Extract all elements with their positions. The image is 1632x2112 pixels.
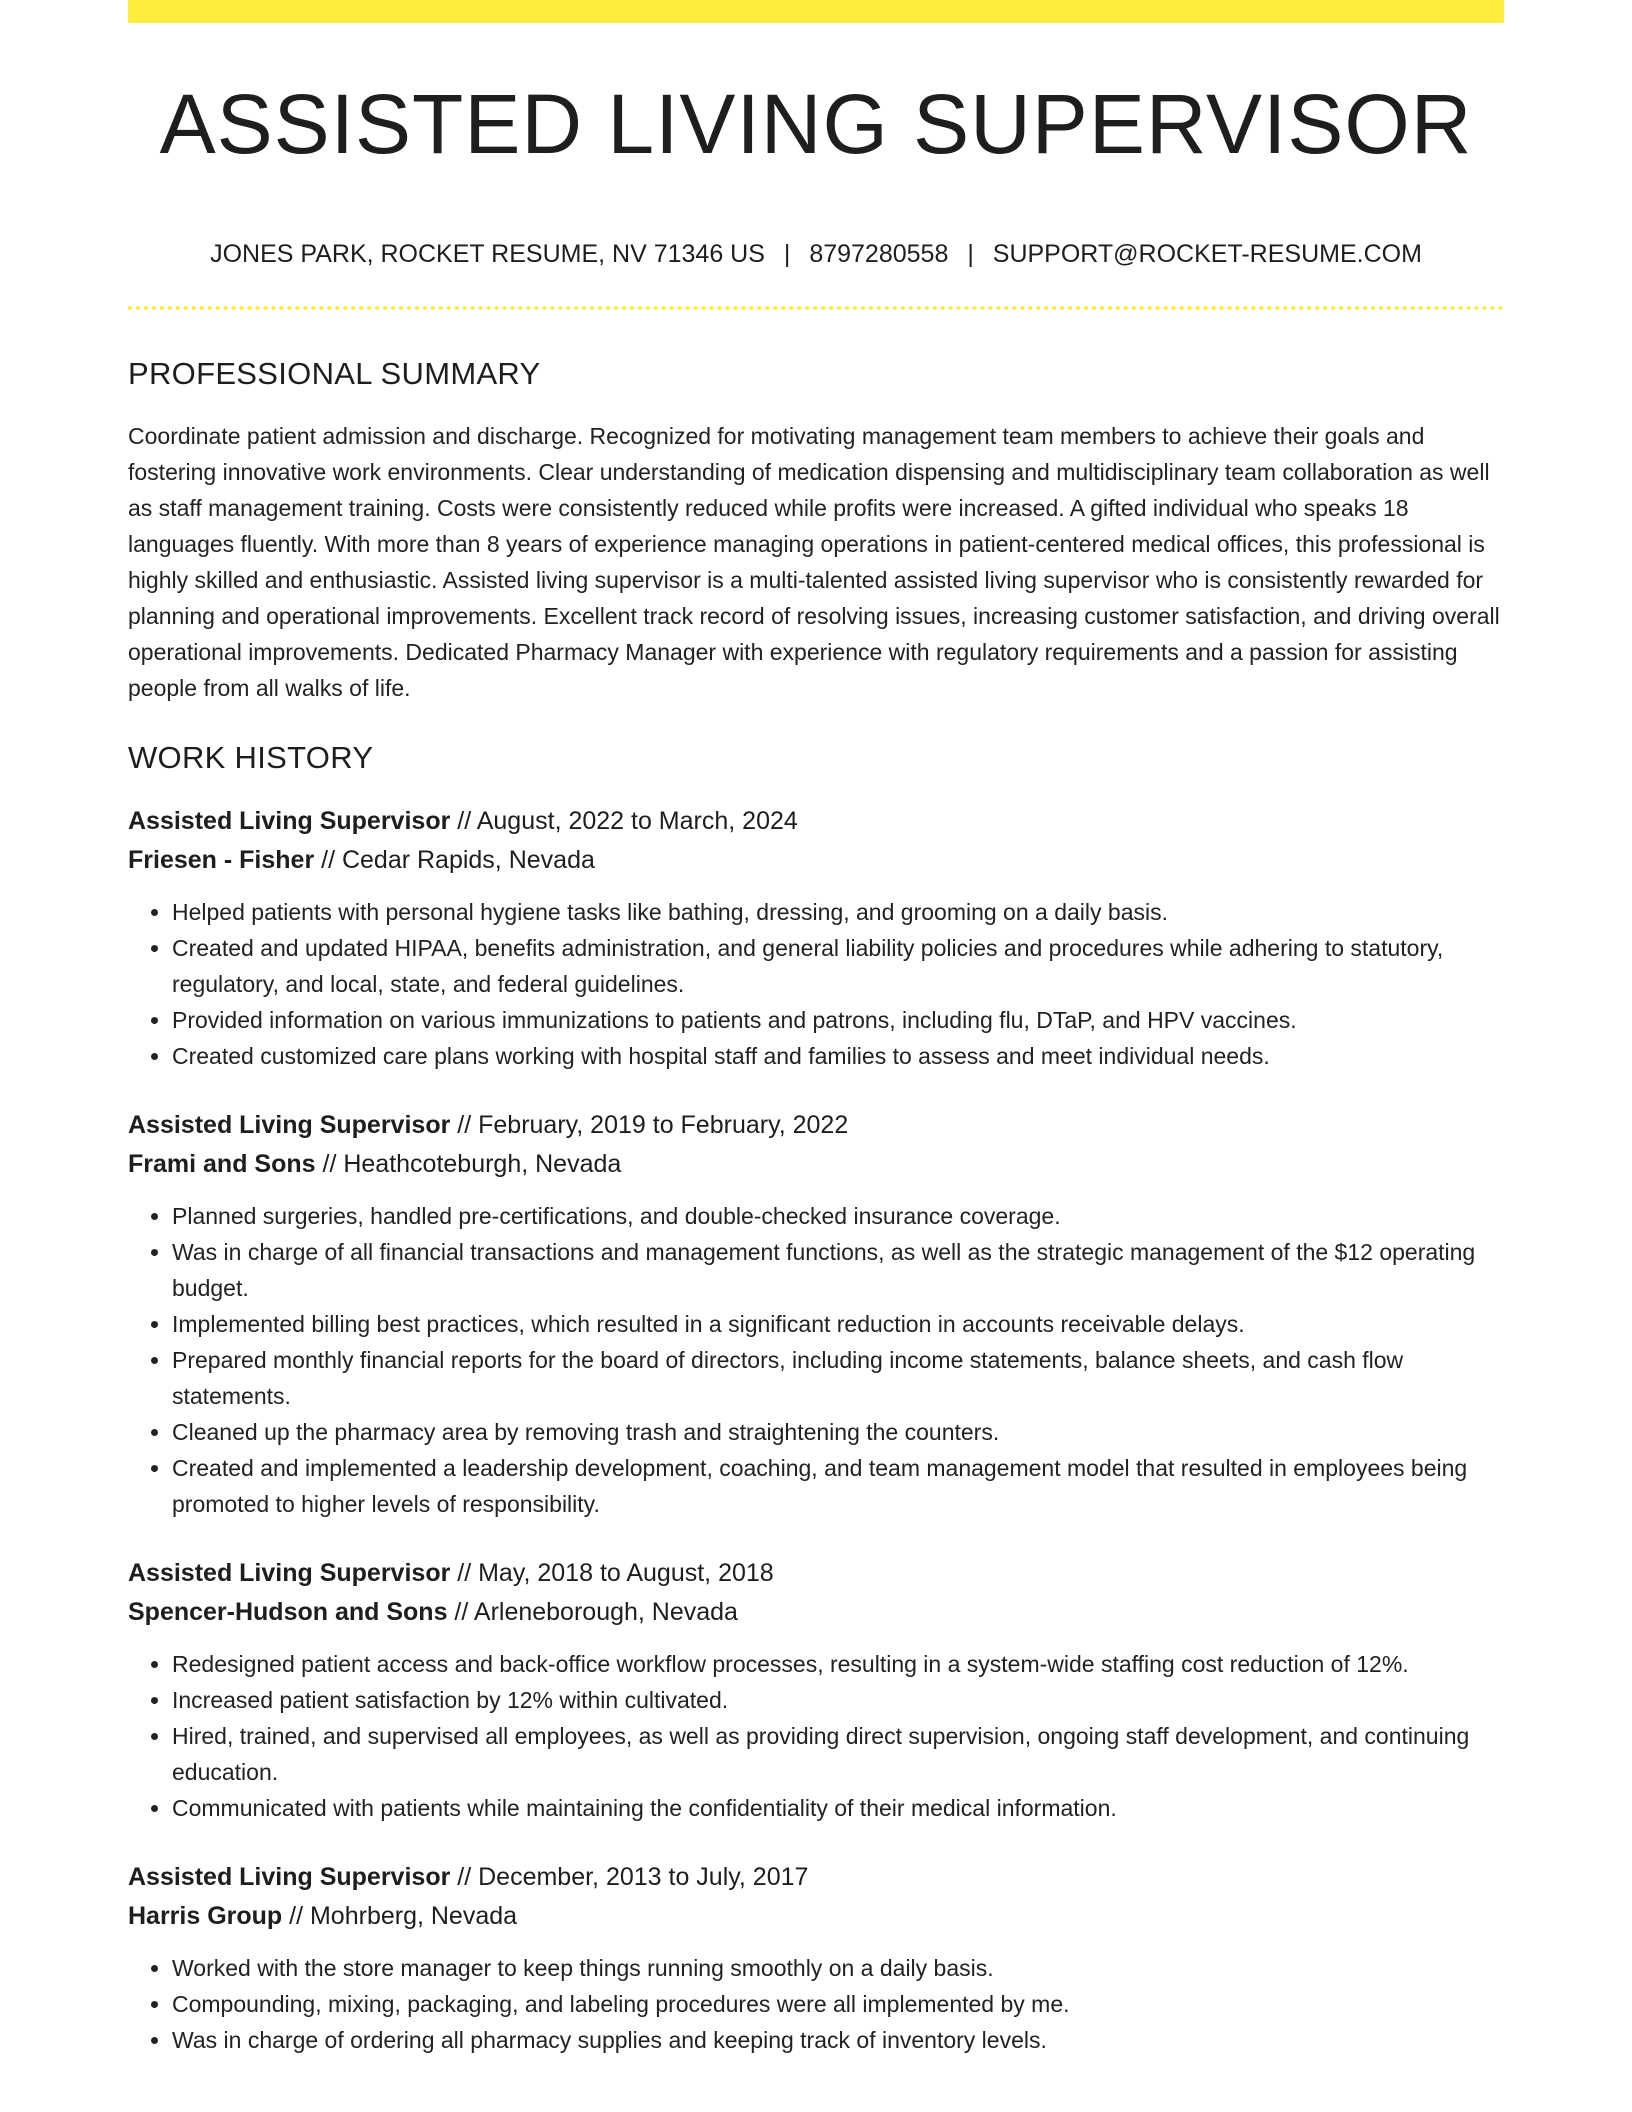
- job-role: Assisted Living Supervisor: [128, 1111, 451, 1139]
- job-duty-item: • Communicated with patients while maintaining the confidentiality of their medical information.: [172, 1790, 1504, 1826]
- job-duty-item: • Redesigned patient access and back-office workflow processes, resulting in a system-wide staffing cost reduction of 12%.: [172, 1646, 1504, 1682]
- job-duty-item: • Hired, trained, and supervised all employees, as well as providing direct supervision, ongoing staff development, and continuing education.: [172, 1718, 1504, 1790]
- job-duty-item: • Created customized care plans working with hospital staff and families to assess and meet individual needs.: [172, 1038, 1504, 1074]
- job-entry: [128, 1554, 1504, 1826]
- job-entry: [128, 802, 1504, 1074]
- job-dates: // August, 2022 to March, 2024: [450, 807, 798, 835]
- header-divider: [128, 306, 1504, 310]
- job-duty-item: • Compounding, mixing, packaging, and labeling procedures were all implemented by me.: [172, 1986, 1504, 2022]
- job-duties-list: [128, 1198, 1504, 1522]
- job-duty-item: • Was in charge of ordering all pharmacy supplies and keeping track of inventory levels.: [172, 2022, 1504, 2058]
- job-company: Frami and Sons: [128, 1150, 316, 1178]
- job-duty-item: • Created and implemented a leadership development, coaching, and team management model that resulted in employees being promoted to higher levels of responsibility.: [172, 1450, 1504, 1522]
- contact-separator: |: [967, 240, 974, 268]
- job-duty-item: • Helped patients with personal hygiene tasks like bathing, dressing, and grooming on a daily basis.: [172, 894, 1504, 930]
- job-duties-list: [128, 1646, 1504, 1826]
- job-duty-item: • Prepared monthly financial reports for the board of directors, including income statements, balance sheets, and cash flow statements.: [172, 1342, 1504, 1414]
- job-duty-item: • Provided information on various immunizations to patients and patrons, including flu, DTaP, and HPV vaccines.: [172, 1002, 1504, 1038]
- job-location: // Cedar Rapids, Nevada: [314, 846, 595, 874]
- job-company: Harris Group: [128, 1902, 283, 1930]
- job-duty-item: • Increased patient satisfaction by 12% within cultivated.: [172, 1682, 1504, 1718]
- job-company: Friesen - Fisher: [128, 846, 315, 874]
- job-duty-item: • Cleaned up the pharmacy area by removing trash and straightening the counters.: [172, 1414, 1504, 1450]
- job-duty-item: • Created and updated HIPAA, benefits administration, and general liability policies and procedures while adhering to statutory, regulatory, and local, state, and federal guidelines.: [172, 930, 1504, 1002]
- job-duties-list: [128, 1950, 1504, 2058]
- resume-body: [128, 352, 1504, 2090]
- summary-heading: PROFESSIONAL SUMMARY: [128, 356, 541, 391]
- job-duty-item: • Was in charge of all financial transactions and management functions, as well as the strategic management of the $12 operating budget.: [172, 1234, 1504, 1306]
- job-company-line: [128, 1145, 1504, 1184]
- contact-email[interactable]: SUPPORT@ROCKET-RESUME.COM: [992, 240, 1422, 268]
- job-company-line: [128, 1897, 1504, 1936]
- job-company: Spencer-Hudson and Sons: [128, 1598, 448, 1626]
- job-duty-item: • Implemented billing best practices, which resulted in a significant reduction in accounts receivable delays.: [172, 1306, 1504, 1342]
- job-title-line: [128, 802, 1504, 841]
- job-role: Assisted Living Supervisor: [128, 1863, 451, 1891]
- job-company-line: [128, 1593, 1504, 1632]
- contact-address: JONES PARK, ROCKET RESUME, NV 71346 US: [210, 240, 765, 268]
- job-duty-item: • Planned surgeries, handled pre-certifications, and double-checked insurance coverage.: [172, 1198, 1504, 1234]
- resume-title: ASSISTED LIVING SUPERVISOR: [159, 77, 1473, 171]
- job-dates: // February, 2019 to February, 2022: [450, 1111, 849, 1139]
- job-location: // Heathcoteburgh, Nevada: [315, 1150, 622, 1178]
- contact-line: [128, 236, 1504, 272]
- summary-text: Coordinate patient admission and discharge. Recognized for motivating management team members to achieve their goals and fostering innovative work environments. Clear understanding of medication dispensing and multidisciplinary team collaboration as well as staff management training. Costs were consistently reduced while profits were increased. A gifted individual who speaks 18 languages fluently. With more than 8 years of experience managing operations in patient-centered medical offices, this professional is highly skilled and enthusiastic. Assisted living supervisor is a multi-talented assisted living supervisor who is consistently rewarded for planning and operational improvements. Excellent track record of resolving issues, increasing customer satisfaction, and driving overall operational improvements. Dedicated Pharmacy Manager with experience with regulatory requirements and a passion for assisting people from all walks of life.: [128, 423, 1500, 701]
- job-location: // Arleneborough, Nevada: [447, 1598, 738, 1626]
- job-title-line: [128, 1106, 1504, 1145]
- job-entry: [128, 1858, 1504, 2058]
- job-entry: [128, 1106, 1504, 1522]
- job-dates: // May, 2018 to August, 2018: [450, 1559, 774, 1587]
- contact-separator: |: [783, 240, 791, 268]
- job-duties-list: [128, 894, 1504, 1074]
- job-title-line: [128, 1554, 1504, 1593]
- job-title-line: [128, 1858, 1504, 1897]
- job-location: // Mohrberg, Nevada: [282, 1902, 518, 1930]
- job-duty-item: • Worked with the store manager to keep things running smoothly on a daily basis.: [172, 1950, 1504, 1986]
- top-accent-bar: [128, 0, 1504, 23]
- job-role: Assisted Living Supervisor: [128, 1559, 451, 1587]
- job-role: Assisted Living Supervisor: [128, 807, 451, 835]
- work-history-heading: WORK HISTORY: [128, 740, 374, 775]
- job-dates: // December, 2013 to July, 2017: [450, 1863, 809, 1891]
- job-company-line: [128, 841, 1504, 880]
- work-history-list: [128, 802, 1504, 2058]
- contact-phone[interactable]: 8797280558: [809, 240, 949, 268]
